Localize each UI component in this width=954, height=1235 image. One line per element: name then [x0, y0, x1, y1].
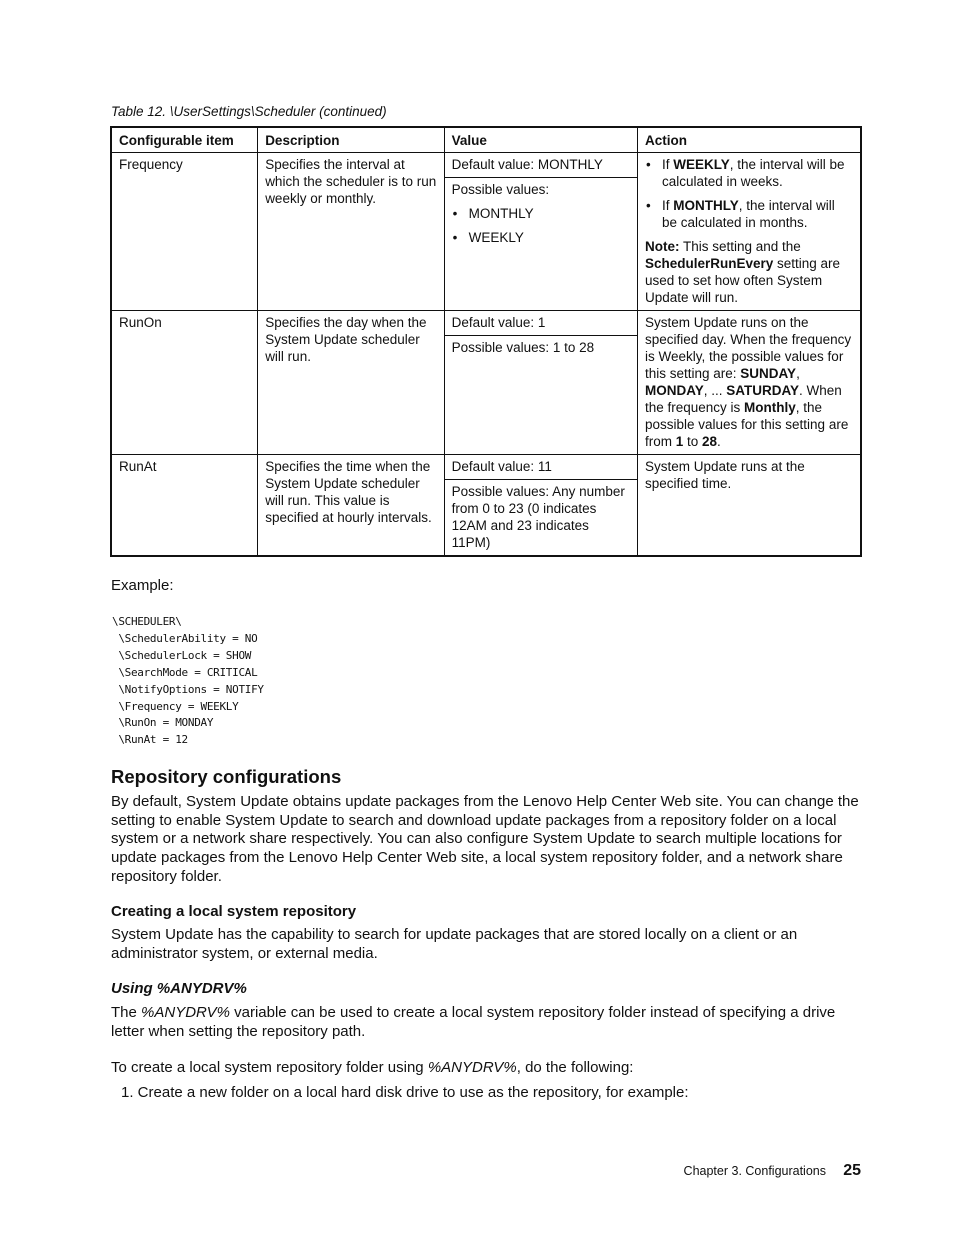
description-frequency: Specifies the interval at which the scheduler is to run weekly or monthly. — [258, 153, 444, 311]
default-value-frequency: Default value: MONTHLY — [451, 157, 603, 172]
page-number: 25 — [843, 1162, 861, 1179]
table-caption: Table 12. \UserSettings\Scheduler (continued) — [111, 104, 387, 119]
code-line: \RunOn = MONDAY — [112, 716, 214, 730]
action-bullet-list — [645, 156, 853, 231]
table-row — [111, 455, 861, 557]
value-frequency — [444, 153, 637, 311]
header-description: Description — [258, 127, 444, 153]
code-line: \NotifyOptions = NOTIFY — [112, 682, 264, 696]
subsection-title: Creating a local system repository — [111, 903, 357, 920]
code-line: \Frequency = WEEKLY — [112, 699, 239, 713]
action-runon: System Update runs on the specified day. When the frequency is Weekly, the possible values for this setting are: SUNDAY, MONDAY, ... SATURDAY. When the frequency is Monthly, the possible values for this setting are from 1 to 28. — [637, 311, 861, 455]
possible-values-label: Possible values: — [451, 182, 550, 197]
code-line: \SchedulerLock = SHOW — [112, 648, 252, 662]
description-runat: Specifies the time when the System Update scheduler will run. This value is specified at hourly intervals. — [258, 455, 444, 557]
value-runon — [444, 311, 637, 455]
subsection-paragraph: System Update has the capability to search for update packages that are stored locally on a client or an administrator system, or external media. — [111, 926, 798, 962]
item-runat: RunAt — [111, 455, 258, 557]
code-line: \SearchMode = CRITICAL — [112, 665, 258, 679]
action-runat: System Update runs at the specified time. — [637, 455, 861, 557]
code-line: \SchedulerAbility = NO — [112, 631, 258, 645]
example-label: Example: — [111, 577, 174, 594]
anydrv-paragraph: The %ANYDRV% variable can be used to create a local system repository folder instead of specifying a drive letter when setting the repository path. — [111, 1004, 836, 1040]
action-frequency — [637, 153, 861, 311]
header-configurable-item: Configurable item — [111, 127, 258, 153]
footer-chapter: Chapter 3. Configurations — [683, 1164, 826, 1178]
item-runon: RunOn — [111, 311, 258, 455]
default-value-runon: Default value: 1 — [451, 315, 546, 330]
table-row — [111, 153, 861, 311]
code-line: \RunAt = 12 — [112, 733, 188, 747]
section-paragraph: By default, System Update obtains update packages from the Lenovo Help Center Web site. You can change the setting to enable System Update to search and download update packages from a repository folder on a local system or a network share respectively. You can also configure System Update to search multiple locations for update packages from the Lenovo Help Center Web site, a local system repository folder, and a network share repository folder. — [111, 793, 859, 885]
header-value: Value — [444, 127, 637, 153]
list-item: • WEEKLY — [452, 229, 630, 246]
possible-values-list — [452, 205, 630, 246]
subsubsection-title: Using %ANYDRV% — [111, 980, 247, 997]
default-value-runat: Default value: 11 — [451, 459, 552, 474]
item-frequency: Frequency — [111, 153, 258, 311]
list-item: • If MONTHLY, the interval will be calculated in months. — [645, 197, 853, 231]
possible-values-runon: Possible values: 1 to 28 — [445, 335, 637, 360]
section-title: Repository configurations — [111, 766, 342, 787]
list-item: • MONTHLY — [452, 205, 630, 222]
possible-values-frequency — [445, 177, 637, 250]
table-row — [111, 311, 861, 455]
header-action: Action — [637, 127, 861, 153]
value-runat — [444, 455, 637, 557]
step-1: 1. Create a new folder on a local hard disk drive to use as the repository, for example: — [121, 1084, 689, 1101]
possible-values-runat: Possible values: Any number from 0 to 23 (0 indicates 12AM and 23 indicates 11PM) — [445, 479, 637, 555]
list-item: • If WEEKLY, the interval will be calculated in weeks. — [645, 156, 853, 190]
code-line: \SCHEDULER\ — [112, 615, 182, 628]
scheduler-table — [110, 126, 862, 557]
note: Note: This setting and the SchedulerRunEvery setting are used to set how often System Update will run. — [644, 239, 841, 305]
table-header-row — [111, 127, 861, 153]
description-runon: Specifies the day when the System Update scheduler will run. — [258, 311, 444, 455]
code-block — [112, 614, 264, 749]
instructions-paragraph: To create a local system repository folder using %ANYDRV%, do the following: — [111, 1059, 634, 1076]
